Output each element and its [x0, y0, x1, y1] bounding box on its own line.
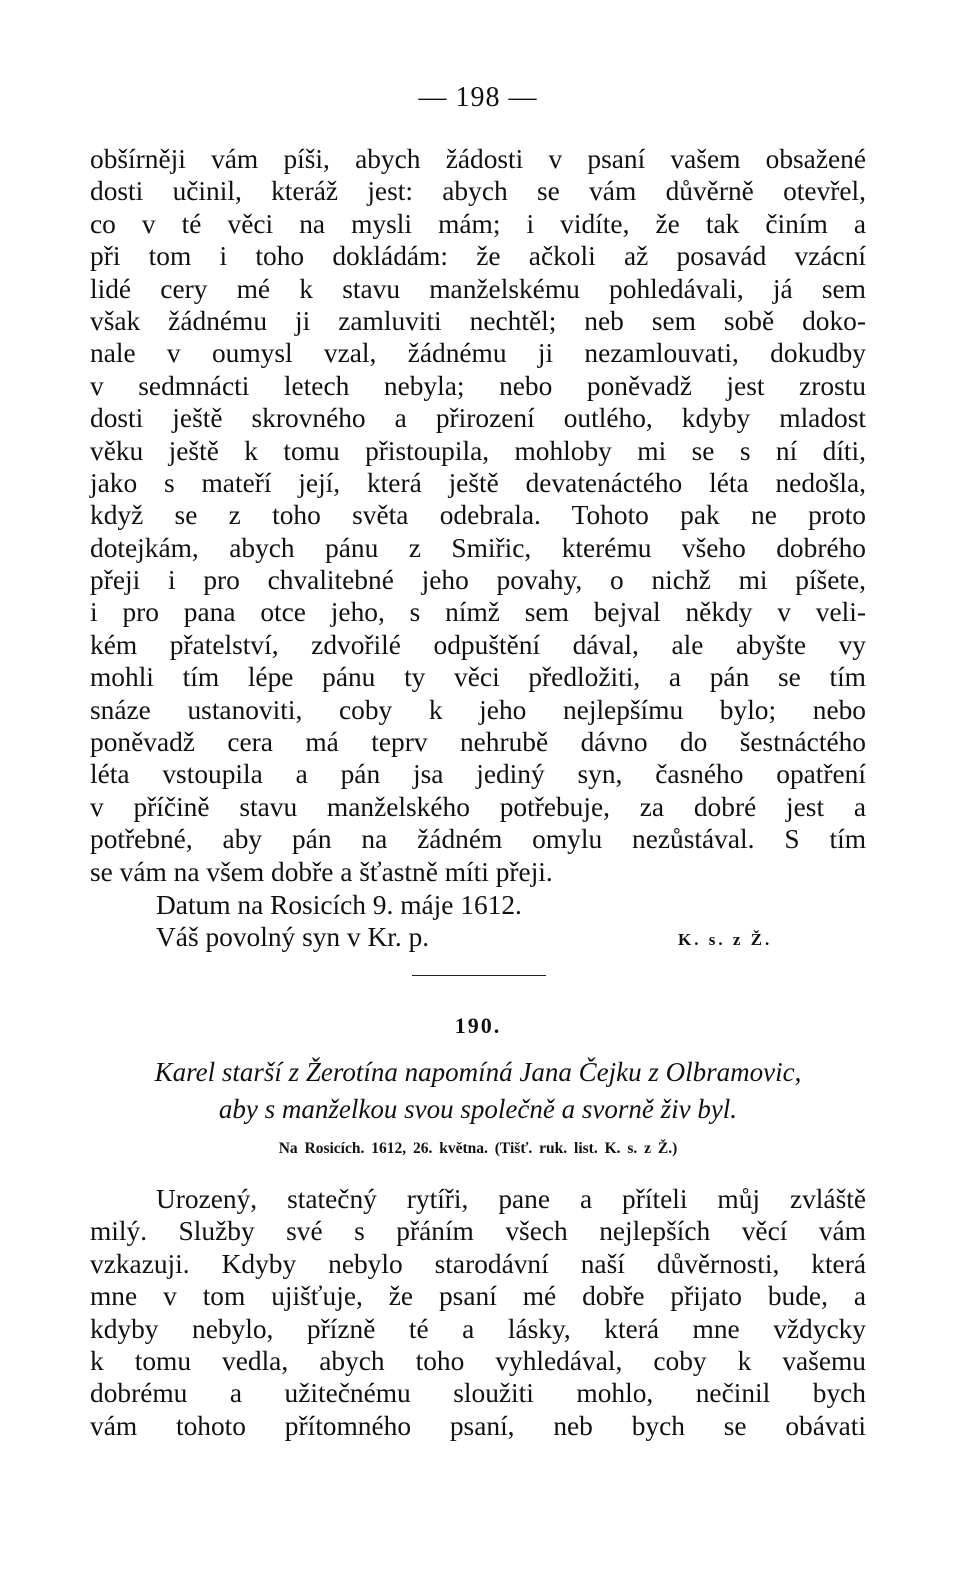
letter-closing: Váš povolný syn v Kr. p.: [156, 922, 430, 952]
signature-initials: K. s. z Ž.: [678, 930, 773, 949]
text-line: mne v tom ujišťuje, že psaní mé dobře přijato bude, a: [90, 1281, 866, 1312]
heading-line: aby s manželkou svou společně a svorně živ byl.: [218, 1094, 738, 1124]
text-line: potřebné, aby pán na žádném omylu nezůstával. S tím: [90, 824, 866, 855]
text-line: kém přatelství, zdvořilé odpuštění dával, ale abyšte vy: [90, 629, 866, 660]
section-divider: [412, 975, 546, 976]
text-line: obšírněji vám píši, abych žádosti v psaní vašem obsažené: [90, 144, 866, 174]
page-number: — 198 —: [418, 82, 538, 113]
letter-190-body: [90, 1183, 866, 1442]
text-line: co v té věci na mysli mám; i vidíte, že tak činím a: [90, 208, 866, 239]
text-line: kdyby nebylo, přízně té a lásky, která mne vždycky: [90, 1313, 866, 1344]
text-line: jako s mateří její, která ještě devatenáctého léta nedošla,: [90, 467, 866, 498]
text-line: věku ještě k tomu přistoupila, mohloby mi se s ní díti,: [90, 435, 866, 466]
text-line: léta vstoupila a pán jsa jediný syn, časného opatření: [90, 759, 866, 790]
text-line: dobrému a užitečnému sloužiti mohlo, nečinil bych: [90, 1378, 866, 1409]
text-line: dosti učinil, kteráž jest: abych se vám důvěrně otevřel,: [90, 176, 866, 207]
text-line: když se z toho světa odebrala. Tohoto pak ne proto: [90, 500, 866, 531]
text-line: i pro pana otce jeho, s nímž sem bejval někdy v veli-: [90, 597, 866, 628]
heading-line: Karel starší z Žerotína napomíná Jana Čejku z Olbramovic,: [154, 1057, 802, 1087]
text-line: lidé cery mé k stavu manželskému pohledávali, já sem: [90, 273, 866, 304]
text-line: vám tohoto přítomného psaní, neb bych se obávati: [90, 1410, 866, 1441]
text-line: poněvadž cera má teprv nehrubě dávno do šestnáctého: [90, 727, 866, 758]
text-line: dosti ještě skrovného a přirození outlého, kdyby mladost: [90, 403, 866, 434]
text-line: v příčině stavu manželského potřebuje, za dobré jest a: [90, 791, 866, 822]
text-line: se vám na všem dobře a šťastně míti přeji.: [90, 856, 553, 887]
text-line: v sedmnácti letech nebyla; nebo poněvadž jest zrostu: [90, 370, 866, 401]
text-line: však žádnému ji zamluviti nechtěl; neb sem sobě doko-: [90, 305, 866, 336]
source-note: Na Rosicích. 1612, 26. května. (Tišť. ruk. list. K. s. z Ž.): [278, 1140, 678, 1157]
text-line: k tomu vedla, abych toho vyhledával, coby k vašemu: [90, 1345, 866, 1376]
text-line: vzkazuji. Kdyby nebylo starodávní naší důvěrnosti, která: [90, 1248, 866, 1279]
text-line: Urozený, statečný rytíři, pane a příteli můj zvláště: [156, 1184, 866, 1214]
text-line: nale v oumysl vzal, žádnému ji nezamlouvati, dokudby: [90, 338, 866, 369]
letter-189-body: [90, 143, 866, 888]
text-line: dotejkám, abych pánu z Smiřic, kterému všeho dobrého: [90, 532, 866, 563]
text-line: při tom i toho dokládám: že ačkoli až posavád vzácní: [90, 241, 866, 272]
letter-number: 190.: [454, 1013, 502, 1038]
letter-heading: [90, 1054, 866, 1128]
text-line: mohli tím lépe pánu ty věci předložiti, a pán se tím: [90, 662, 866, 693]
letter-date: Datum na Rosicích 9. máje 1612.: [156, 890, 522, 920]
text-line: přeji i pro chvalitebné jeho povahy, o nichž mi píšete,: [90, 565, 866, 596]
text-line: milý. Služby své s přáním všech nejlepších věcí vám: [90, 1216, 866, 1247]
text-line: snáze ustanoviti, coby k jeho nejlepšímu bylo; nebo: [90, 694, 866, 725]
